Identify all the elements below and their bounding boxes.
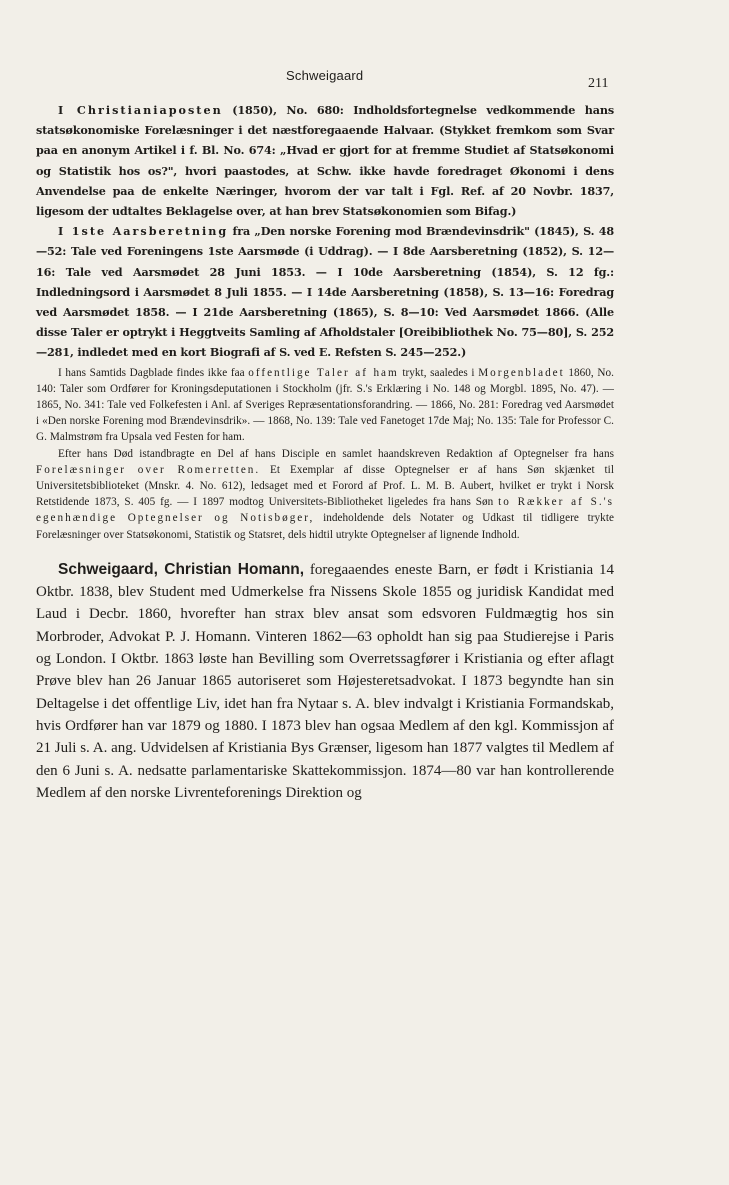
page-body	[36, 100, 614, 804]
page-number: 211	[588, 76, 609, 91]
text-run: 1860, No. 140: Taler som Ordfører for Kroningsdeputationen i Stockholm (jfr. S.'s Erklæring i No. 148 og Morgbl. 1895, No. 47). — 1865, No. 341: Tale ved Folkefesten i Anl. af Sveriges Repræsentationsforandring. — 1866, No. 281: Foredrag ved Aarsmødet i «Den norske Forening mod Brændevinsdrik». — 1868, No. 139: Tale ved Fanetoget 17de Maj; No. 135: Tale for Professor C. G. Malmstrøm fra Upsala ved Festen for ham.	[36, 366, 614, 444]
small-print-section	[36, 365, 614, 543]
fraktur-paragraph	[36, 221, 614, 362]
spaced-text: to Rækker af S.'s egenhændige Optegnelser og Notisbøger,	[36, 496, 614, 525]
fraktur-section	[36, 100, 614, 363]
text-run: I hans Samtids Dagblade findes ikke faa	[58, 366, 249, 379]
spaced-text: Morgenbladet	[478, 366, 565, 379]
text-run: indeholdende dels Notater og Udkast til tidligere trykte Forelæsninger over Statsøkonomi, Statistik og Statsret, dels hidtil utrykte Optegnelser af lignende Indhold.	[36, 512, 614, 541]
entry-paragraph	[36, 559, 614, 804]
text-run: Et Exemplar af disse Optegnelser er af hans Søn skjænket til Universitetsbiblioteket (Mnskr. 4. No. 612), ledsaget med et Forord af Prof. L. M. B. Aubert, hvilket er trykt i Norsk Retstidende 1873, S. 405 fg. — I 1897 modtog Universitets-Bibliotheket ligeledes fra hans Søn	[36, 463, 614, 509]
text-run: trykt, saaledes i	[398, 366, 479, 379]
spaced-text: Forelæsninger over Romerretten.	[36, 463, 261, 476]
small-paragraph	[36, 365, 614, 446]
entry-name: Schweigaard, Christian Homann,	[58, 560, 305, 578]
entry-text: foregaaendes eneste Barn, er født i Kristiania 14 Oktbr. 1838, blev Student med Udmerkelse fra Nissens Skole 1855 og juridisk Kandidat med Laud i Decbr. 1860, hvorefter han strax blev ansat som edsvoren Fuldmægtig hos sin Morbroder, Advokat P. J. Homann. Vinteren 1862—63 opholdt han sig paa Studierejse i Paris og London. I Oktbr. 1863 løste han Bevilling som Overretssagfører i Kristiania og efter aflagt Prøve blev han 26 Januar 1865 autoriseret som Højesteretsadvokat. I 1873 begyndte han sin Deltagelse i det offentlige Liv, idet han fra Nytaar s. A. blev indvalgt i Kristiania Formandskab, hvis Ordfører han var 1879 og 1880. I 1873 blev han ogsaa Medlem af den kgl. Kommissjon af 21 Juli s. A. ang. Udvidelsen af Kristiania Bys Grænser, ligesom han 1877 valgtes til Medlem af den 6 Juni s. A. nedsatte parlamentariske Skattekommissjon. 1874—80 var han kontrollerende Medlem af den norske Livrenteforenings Direktion og	[36, 561, 614, 801]
fraktur-paragraph	[36, 100, 614, 221]
paragraph-text: fra „Den norske Forening mod Brændevinsdrik" (1845), S. 48—52: Tale ved Foreningens 1ste Aarsmøde (i Uddrag). — I 8de Aarsberetning (1852), S. 12—16: Tale ved Aarsmødet 28 Juni 1853. — I 10de Aarsberetning (1854), S. 12 fg.: Indledningsord i Aarsmødet 8 Juli 1855. — I 14de Aarsberetning (1858), S. 13—16: Foredrag ved Aarsmødet 1858. — I 21de Aarsberetning (1865), S. 8—10: Ved Aarsmødet 1866. (Alle disse Taler er optrykt i Heggtveits Samling af Afholdstaler [Oreibibliothek No. 75—80], S. 252—281, indledet med en kort Biografi af S. ved E. Refsten S. 245—252.)	[36, 224, 614, 360]
running-title: Schweigaard	[286, 68, 364, 83]
text-run: Efter hans Død istandbragte en Del af hans Disciple en samlet haandskreven Redaktion af Optegnelser fra hans	[58, 447, 614, 460]
paragraph-lead: I 1ste Aarsberetning	[58, 224, 229, 239]
page-header	[0, 68, 729, 92]
paragraph-lead: I Christianiaposten	[58, 103, 223, 117]
small-paragraph	[36, 446, 614, 543]
paragraph-text: (1850), No. 680: Indholdsfortegnelse vedkommende hans statsøkonomiske Forelæsninger i det næstforegaaende Halvaar. (Stykket fremkom som Svar paa en anonym Artikel i f. Bl. No. 674: „Hvad er gjort for at fremme Studiet af Statsøkonomi og Statistik hos os?", hvori paastodes, at Schw. ikke havde foredraget Økonomi i dens Anvendelse paa de enkelte Næringer, hvorom der var talt i Fgl. Ref. af 20 Novbr. 1837, ligesom der udtaltes Beklagelse over, at han brev Statsøkonomien som Bifag.)	[36, 103, 614, 219]
spaced-text: offentlige Taler af ham	[248, 366, 399, 379]
biography-entry	[36, 559, 614, 804]
